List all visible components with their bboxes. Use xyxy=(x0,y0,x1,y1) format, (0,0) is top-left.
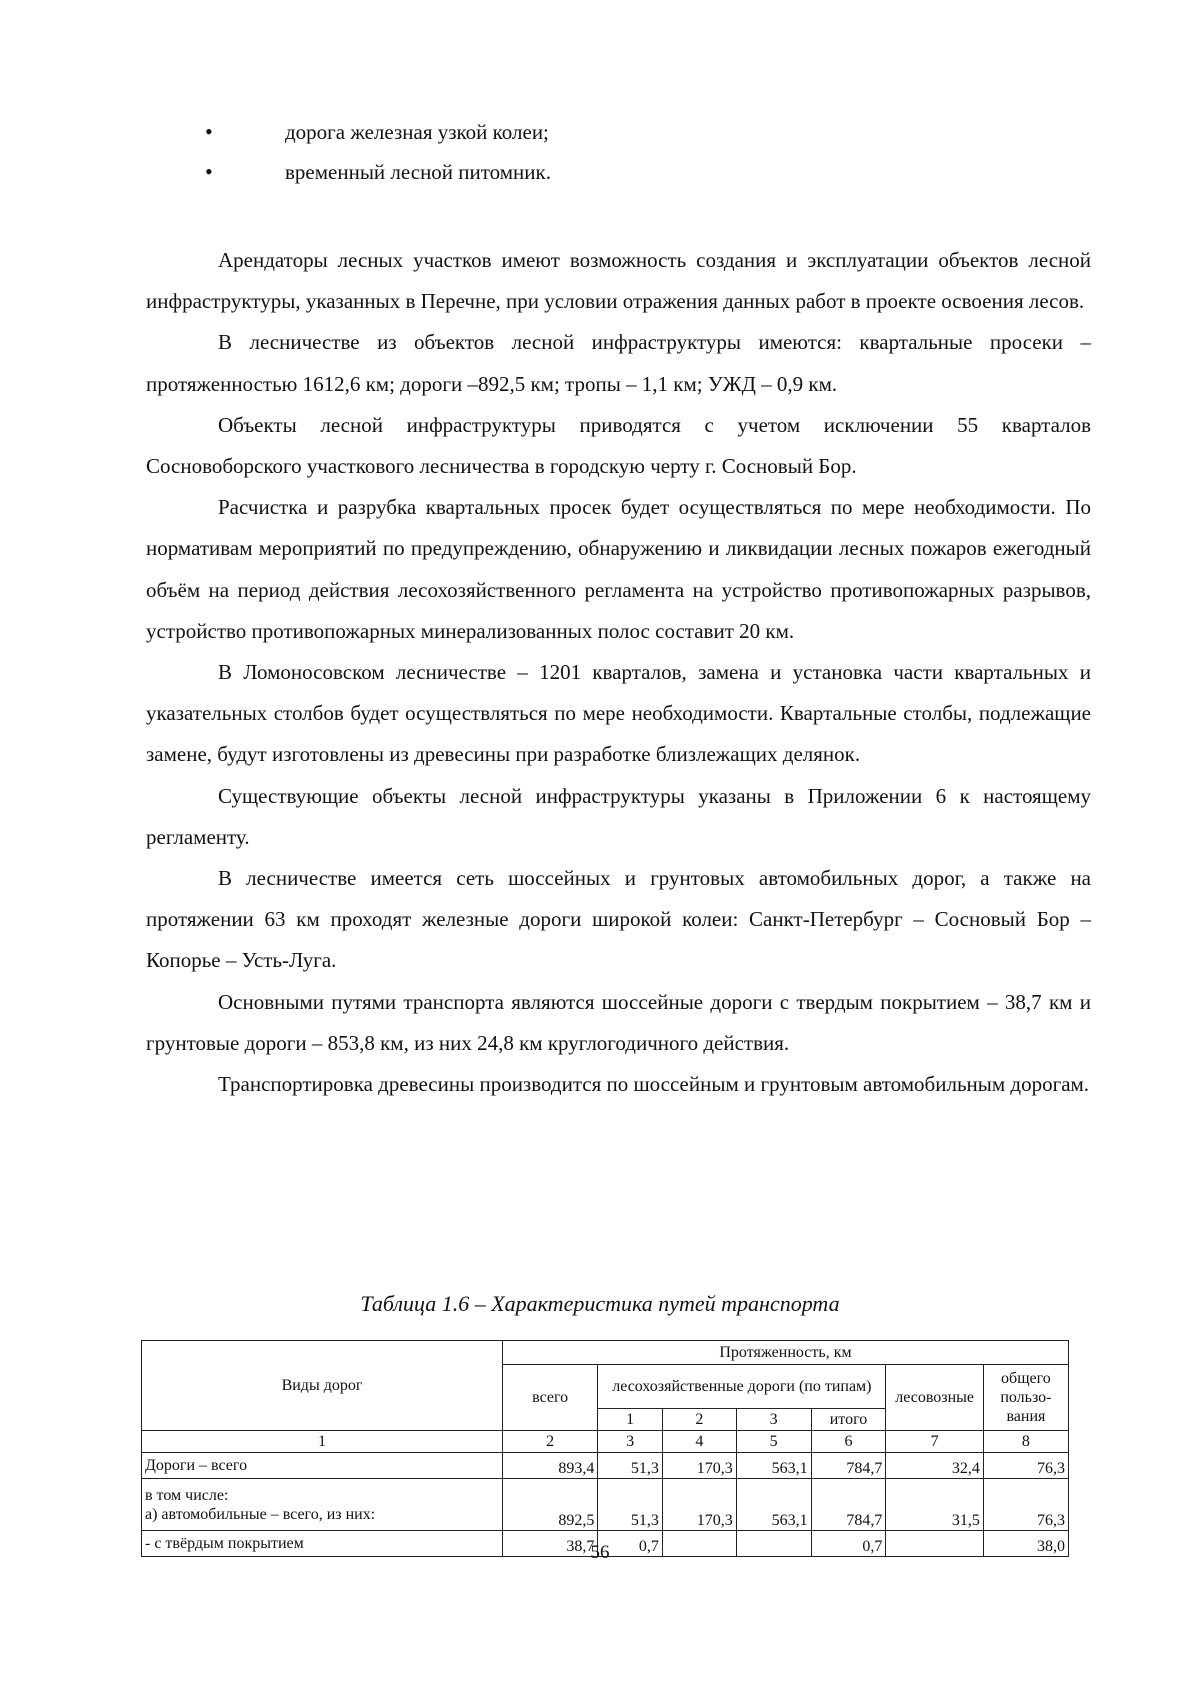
paragraph: В Ломоносовском лесничестве – 1201 кварталов, замена и установка части квартальных и указательных столбов будет осуществляться по мере необходимости. Квартальные столбы, подлежащие замене, будут изготовлены из древесины при разработке близлежащих делянок. xyxy=(146,660,1091,767)
paragraph: Арендаторы лесных участков имеют возможность создания и эксплуатации объектов лесной инфраструктуры, указанных в Перечне, при условии отражения данных работ в проекте освоения лесов. xyxy=(146,248,1091,314)
header-logging: лесовозные xyxy=(886,1365,983,1431)
bullet-item: • дорога железная узкой колеи; xyxy=(205,112,1105,152)
paragraph: Существующие объекты лесной инфраструктуры указаны в Приложении 6 к настоящему регламенту. xyxy=(146,783,1091,849)
header-type-2: 2 xyxy=(662,1409,736,1431)
row-subheading: в том числе: xyxy=(145,1486,229,1504)
header-public: общего пользования xyxy=(983,1365,1068,1431)
paragraph: Расчистка и разрубка квартальных просек будет осуществляться по мере необходимости. По нормативам мероприятий по предупреждению, обнаружению и ликвидации лесных пожаров ежегодный объём на период действия лесохозяйственного регламента на устройство противопожарных разрывов, устройство противопожарных минерализованных полос составит 20 км. xyxy=(146,495,1091,643)
body-text xyxy=(146,240,1091,1105)
header-type-1: 1 xyxy=(598,1409,663,1431)
table-row: Дороги – всего 893,4 51,3 170,3 563,1 784,7 32,4 76,3 xyxy=(142,1453,1069,1479)
paragraph: Транспортировка древесины производится по шоссейным и грунтовым автомобильным дорогам. xyxy=(218,1072,1090,1097)
paragraph: В лесничестве имеется сеть шоссейных и грунтовых автомобильных дорог, а также на протяжении 63 км проходят железные дороги широкой колеи: Санкт-Петербург – Сосновый Бор – Копорье – Усть-Луга. xyxy=(146,866,1091,973)
transport-routes-table xyxy=(141,1340,1069,1557)
page-number: 56 xyxy=(590,1542,610,1563)
table-row: - с твёрдым покрытием 38,7 0,7 0,7 38,0 xyxy=(142,1531,1069,1557)
bullet-dot-icon: • xyxy=(205,159,213,184)
bullet-dot-icon: • xyxy=(205,119,213,144)
paragraph: Основными путями транспорта являются шоссейные дороги с твердым покрытием – 38,7 км и грунтовые дороги – 853,8 км, из них 24,8 км круглогодичного действия. xyxy=(146,989,1091,1055)
header-length: Протяженность, км xyxy=(502,1341,1068,1365)
bullet-item: • временный лесной питомник. xyxy=(205,152,1105,192)
header-forestry-roads: лесохозяйственные дороги (по типам) xyxy=(598,1365,886,1409)
header-road-types: Виды дорог xyxy=(142,1341,503,1431)
paragraph: В лесничестве из объектов лесной инфраструктуры имеются: квартальные просеки – протяженностью 1612,6 км; дороги –892,5 км; тропы – 1,1 км; УЖД – 0,9 км. xyxy=(146,330,1091,396)
column-number-row: 1 2 3 4 5 6 7 8 xyxy=(142,1431,1069,1453)
header-type-3: 3 xyxy=(736,1409,811,1431)
header-subtotal: итого xyxy=(811,1409,886,1431)
table-caption: Таблица 1.6 – Характеристика путей транспорта xyxy=(360,1291,840,1316)
paragraph: Объекты лесной инфраструктуры приводятся с учетом исключении 55 кварталов Сосновоборского участкового лесничества в городскую черту г. Сосновый Бор. xyxy=(146,412,1091,479)
header-total: всего xyxy=(502,1365,597,1431)
bullet-list xyxy=(205,112,1105,192)
table-row: в том числе: а) автомобильные – всего, из них: 892,5 51,3 170,3 563,1 784,7 31,5 76,3 xyxy=(142,1479,1069,1531)
